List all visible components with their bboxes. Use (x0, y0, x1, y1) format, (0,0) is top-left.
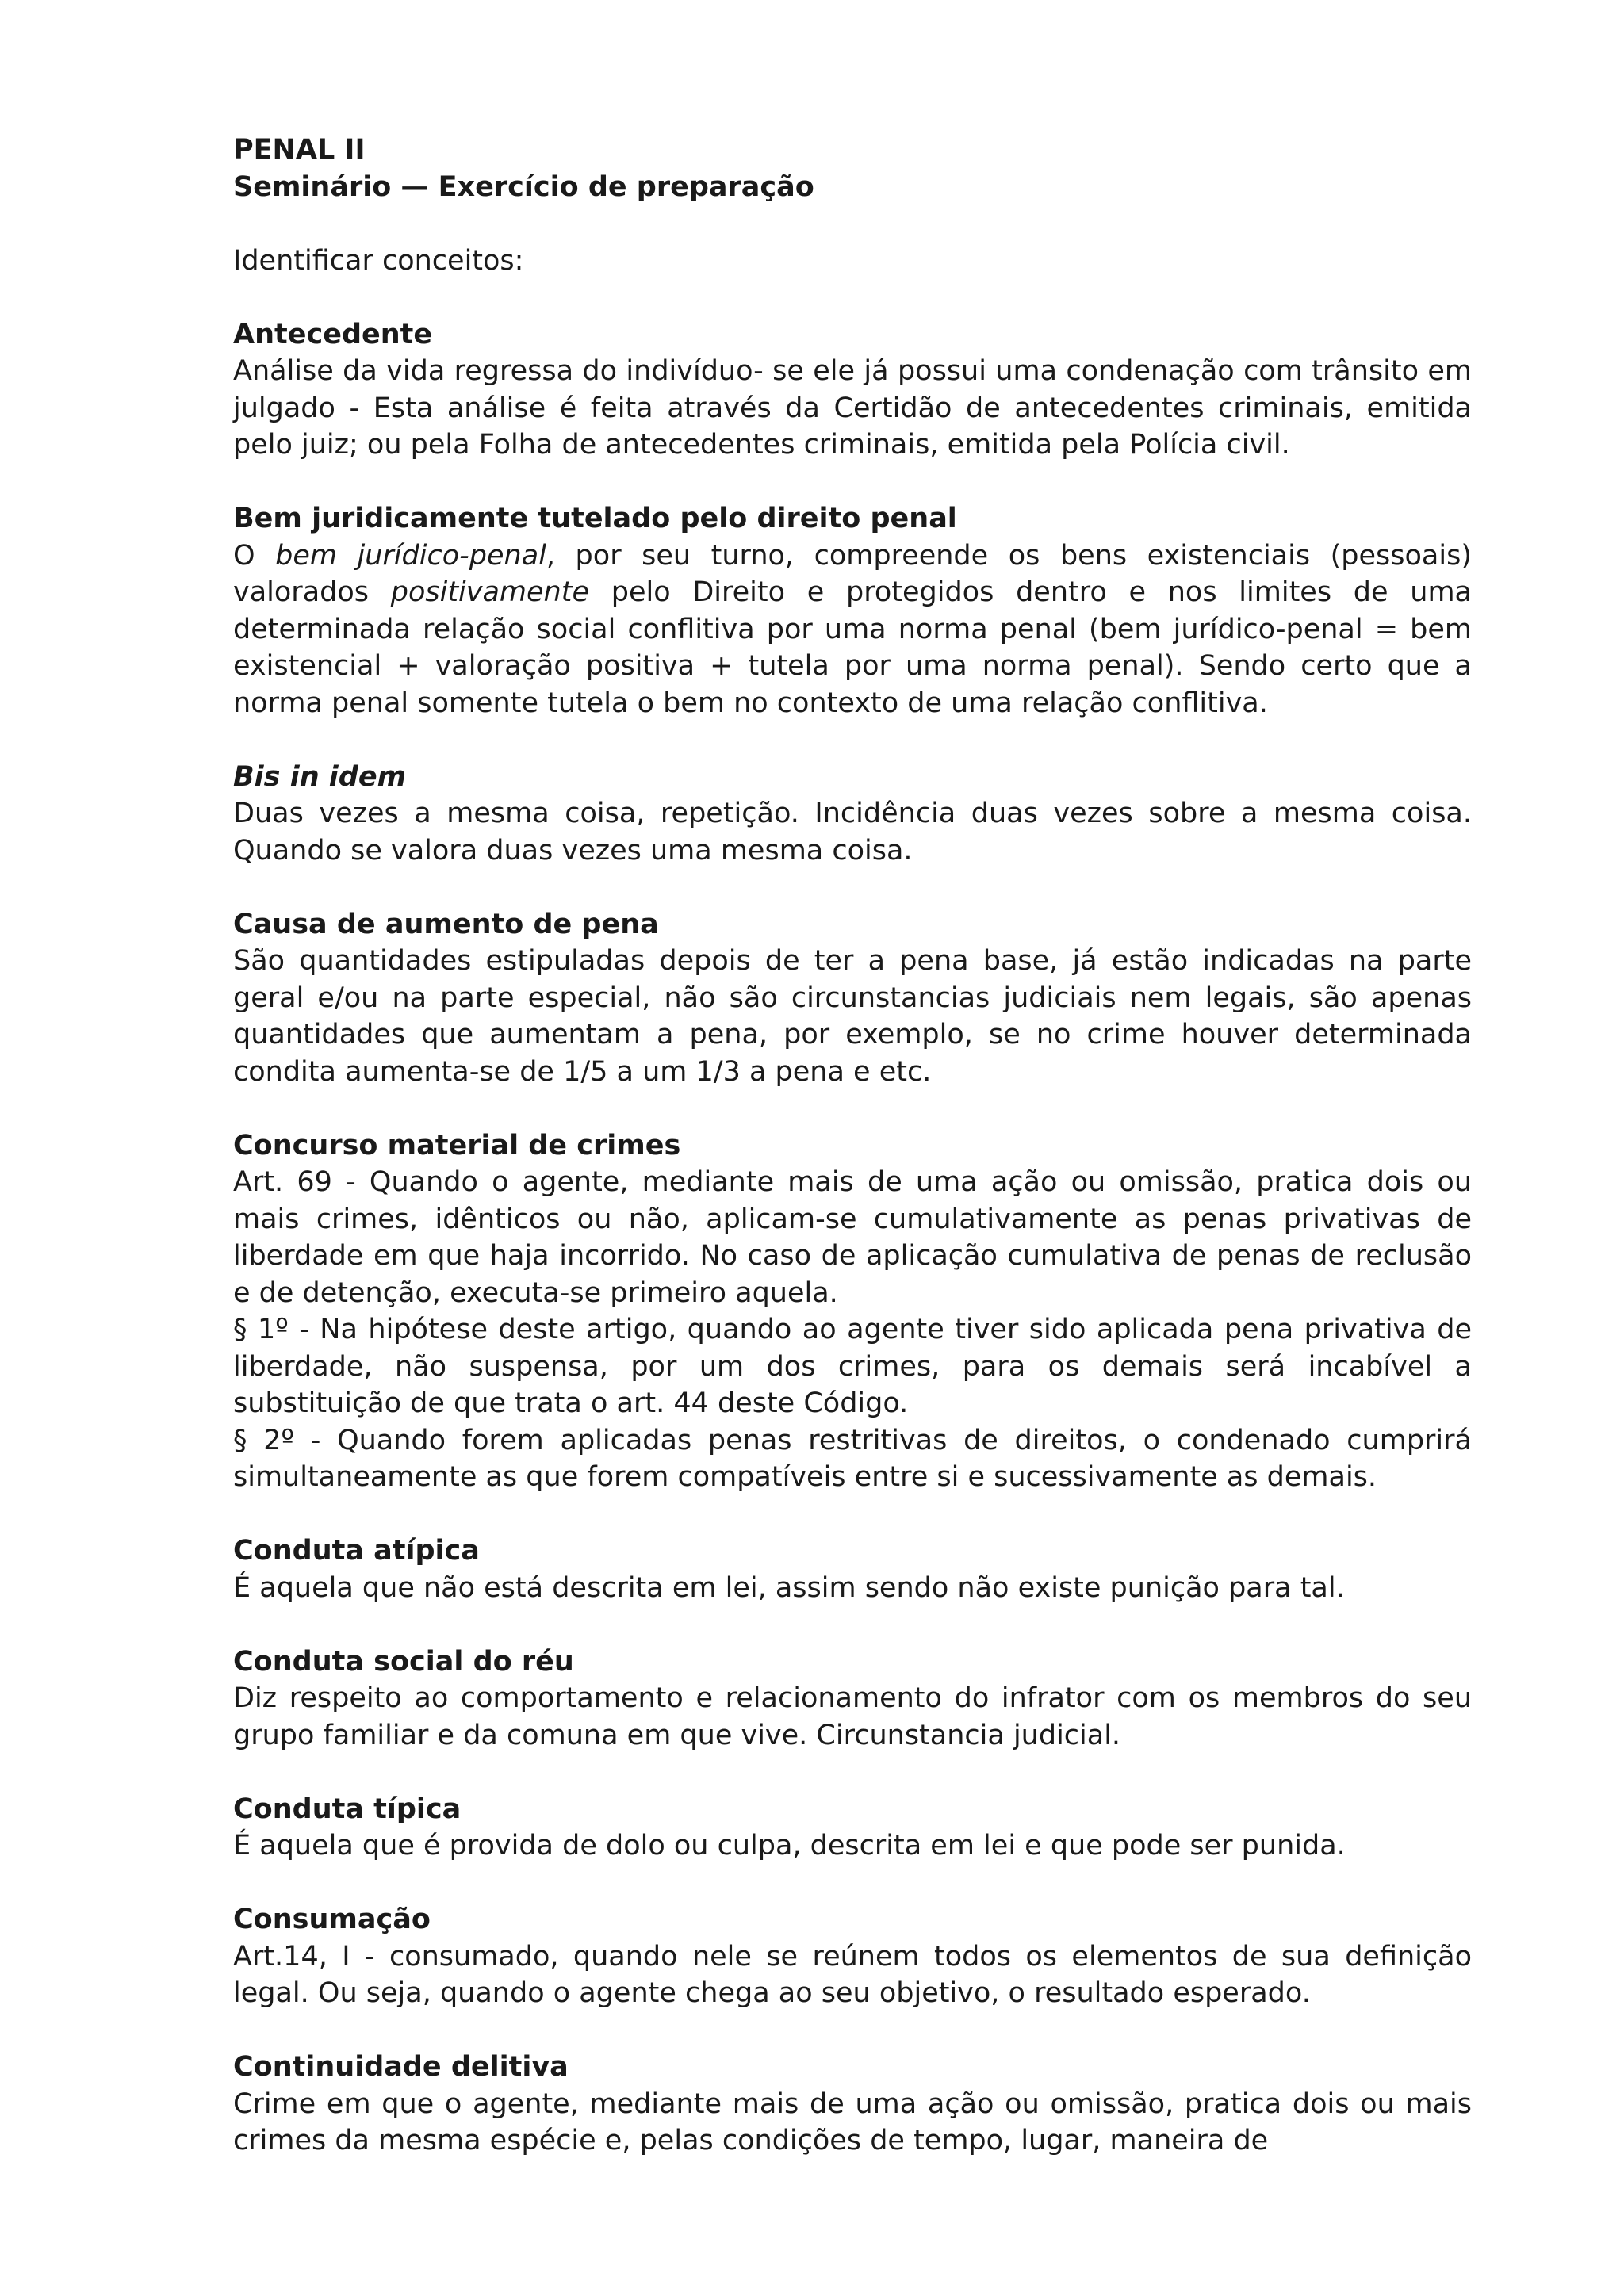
entry-term: Continuidade delitiva (233, 2051, 569, 2083)
entry-consumacao (233, 1901, 1472, 2012)
entry-concurso-material (233, 1127, 1472, 1496)
entry-definition: Diz respeito ao comportamento e relacionamento do infrator com os membros do seu grupo familiar e da comuna em que vive. Circunstancia judicial. (233, 1682, 1472, 1751)
entry-term: Conduta típica (233, 1793, 462, 1825)
entry-bis-in-idem (233, 759, 1472, 870)
entry-conduta-social (233, 1644, 1472, 1755)
entry-causa-aumento-pena (233, 906, 1472, 1091)
entry-term: Conduta atípica (233, 1535, 480, 1567)
entry-definition: Art.14, I - consumado, quando nele se reúnem todos os elementos de sua definição legal. Ou seja, quando o agente chega ao seu objetivo, o resultado esperado. (233, 1940, 1472, 2009)
definition-text: , por seu turno, compreende os bens existenciais (pessoais) valorados (233, 539, 1472, 608)
entry-definition (233, 538, 1472, 722)
entry-definition-paragraph: § 2º - Quando forem aplicadas penas restritivas de direitos, o condenado cumprirá simultaneamente as que forem compatíveis entre si e sucessivamente as demais. (233, 1424, 1472, 1493)
entry-antecedente (233, 316, 1472, 464)
definition-text: pelo Direito e protegidos dentro e nos limites de uma determinada relação social conflitiva por uma norma penal (bem jurídico-penal = bem existencial + valoração positiva + tutela por uma norma penal). Sendo certo que a norma penal somente tutela o bem no contexto de uma relação conflitiva. (233, 576, 1472, 719)
entry-definition-paragraph: Art. 69 - Quando o agente, mediante mais de uma ação ou omissão, pratica dois ou mais crimes, idênticos ou não, aplicam-se cumulativamente as penas privativas de liberdade em que haja incorrido. No caso de aplicação cumulativa de penas de reclusão e de detenção, executa-se primeiro aquela. (233, 1166, 1472, 1309)
entry-continuidade-delitiva (233, 2049, 1472, 2160)
entry-term: Antecedente (233, 318, 433, 350)
entry-conduta-tipica (233, 1791, 1472, 1865)
entry-definition: São quantidades estipuladas depois de ter a pena base, já estão indicadas na parte geral e/ou na parte especial, não são circunstancias judiciais nem legais, são apenas quantidades que aumentam a pena, por exemplo, se no crime houver determinada condita aumenta-se de 1/5 a um 1/3 a pena e etc. (233, 945, 1472, 1088)
entry-bem-juridico (233, 500, 1472, 721)
entry-definition: Análise da vida regressa do indivíduo- se ele já possui uma condenação com trânsito em julgado - Esta análise é feita através da Certidão de antecedentes criminais, emitida pelo juiz; ou pela Folha de antecedentes criminais, emitida pela Polícia civil. (233, 355, 1472, 461)
document-subtitle: Seminário — Exercício de preparação (233, 170, 814, 203)
entry-term: Conduta social do réu (233, 1645, 574, 1678)
entry-term: Consumação (233, 1904, 431, 1935)
definition-text: O (233, 539, 276, 572)
entry-definition: É aquela que é provida de dolo ou culpa, descrita em lei e que pode ser punida. (233, 1830, 1346, 1862)
entry-conduta-atipica (233, 1533, 1472, 1606)
entry-term: Bis in idem (233, 760, 407, 793)
definition-emphasis: positivamente (390, 576, 589, 608)
entry-term: Causa de aumento de pena (233, 908, 659, 940)
intro-text: Identificar conceitos: (233, 244, 524, 277)
definition-emphasis: bem jurídico-penal (275, 539, 546, 572)
course-title: PENAL II (233, 134, 366, 166)
entry-definition-paragraph: § 1º - Na hipótese deste artigo, quando ao agente tiver sido aplicada pena privativa de liberdade, não suspensa, por um dos crimes, para os demais será incabível a substituição de que trata o art. 44 deste Código. (233, 1314, 1472, 1419)
entry-definition: É aquela que não está descrita em lei, assim sendo não existe punição para tal. (233, 1571, 1345, 1604)
entry-term: Concurso material de crimes (233, 1129, 681, 1161)
entry-term: Bem juridicamente tutelado pelo direito penal (233, 503, 957, 534)
entry-definition: Duas vezes a mesma coisa, repetição. Incidência duas vezes sobre a mesma coisa. Quando se valora duas vezes uma mesma coisa. (233, 798, 1472, 867)
entry-definition: Crime em que o agente, mediante mais de uma ação ou omissão, pratica dois ou mais crimes da mesma espécie e, pelas condições de tempo, lugar, maneira de (233, 2087, 1472, 2156)
document-page (233, 132, 1472, 2196)
